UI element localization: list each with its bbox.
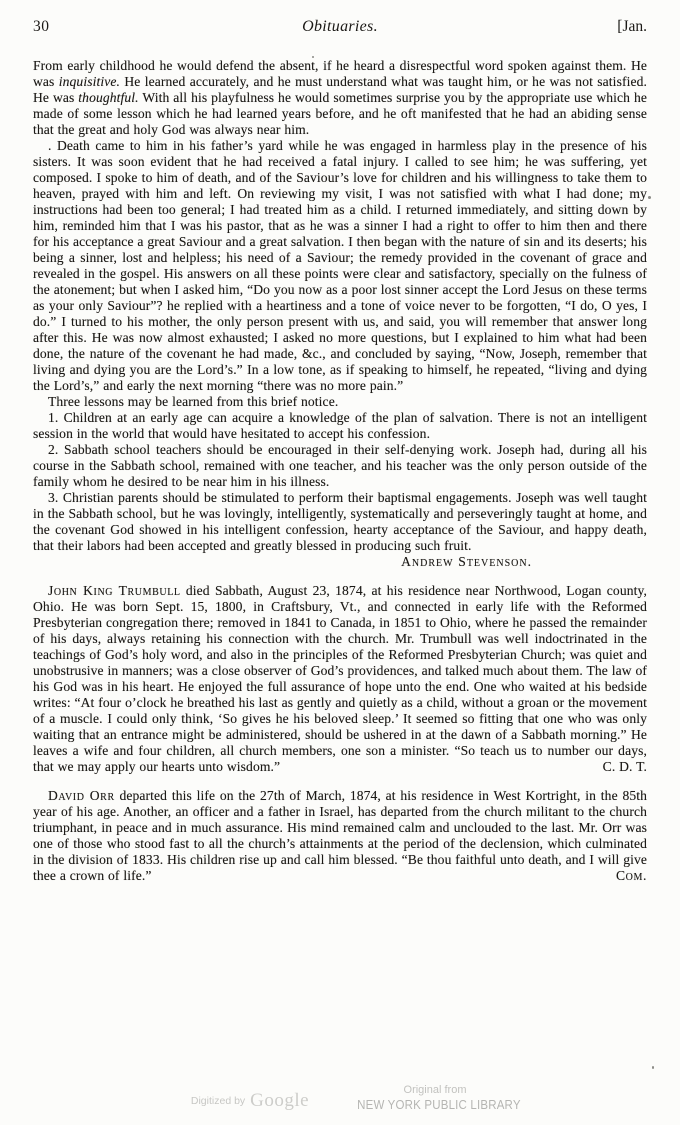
library-name: NEW YORK PUBLIC LIBRARY xyxy=(357,1098,521,1112)
trumbull-name: John King Trumbull xyxy=(48,583,181,598)
intro-emphasis-inquisitive: inquisitive. xyxy=(58,74,120,89)
orr-obituary-paragraph xyxy=(33,788,647,884)
signature-cdt: C. D. T. xyxy=(602,759,647,774)
joseph-lesson-3: 3. Christian parents should be stimulated to perform their baptismal engagements. Joseph was well taught in the Sabbath school, but he was lovingly, intelligently, systematically and perseveringly taught at home, and the covenant God showed in his intelligent confession, hearty acceptance of the Saviour, and happy death, that their labors had been accepted and greatly blessed in producing such fruit. xyxy=(33,490,647,553)
trumbull-obituary-paragraph xyxy=(33,583,647,775)
scan-watermark-footer xyxy=(0,1084,680,1122)
signature-andrew-stevenson: Andrew Stevenson. xyxy=(401,554,532,569)
intro-emphasis-thoughtful: thoughtful. xyxy=(78,90,139,105)
joseph-lessons-lead: Three lessons may be learned from this brief notice. xyxy=(48,394,339,409)
original-from-watermark xyxy=(350,1084,520,1114)
scan-speck xyxy=(652,1066,654,1069)
page-title: Obituaries. xyxy=(302,18,378,35)
issue-label: [Jan. xyxy=(617,18,647,35)
joseph-intro-paragraph xyxy=(33,58,647,138)
trumbull-body-text: died Sabbath, August 23, 1874, at his residence near Northwood, Logan county, Ohio. He was born Sept. 15, 1800, in Craftsbury, Vt., and connected in early life with the Reformed Presbyterian congregation there; removed in 1841 to Canada, in 1851 to Ohio, where he passed the remainder of his days, always retaining his connection with the church. Mr. Trumbull was well indoctrinated in the teachings of God’s holy word, and also in the principles of the Reformed Presbyterian Church; was quiet and unobstrusive in manners; was a close observer of God’s providences, and talked much about them. The law of his God was in his heart. He enjoyed the full assurance of hope unto the end. One who waited at his bedside writes: “At four o’clock he breathed his last as gently and quietly as a child, without a groan or the movement of a muscle. I could only think, ‘So gives he his beloved sleep.’ It seemed so fitting that one who was only waiting that an entrance might be administered, should be ushered in at the dawn of a Sabbath morning.” He leaves a wife and four children, all church members, one son a minister. “So teach us to number our days, that we may apply our hearts unto wisdom.” xyxy=(33,583,647,774)
intro-text-1: From early childhood he would defend the absent, if he heard a disrespectful word spoken against them. He was xyxy=(33,58,647,89)
signature-com: Com. xyxy=(616,868,647,883)
joseph-death-paragraph: . Death came to him in his father’s yard while he was engaged in harmless play in the presence of his sisters. It was soon evident that he had received a fatal injury. I called to see him; he was suffering, yet composed. I spoke to him of death, and of the Saviour’s love for children and his willingness to take them to heaven, prayed with him and left. On reviewing my visit, I was not satisfied with what I had done; my instructions had been too general; I had treated him as a child. I returned immediately, and sitting down by him, reminded him that I was his pastor, that as he was a sinner I had a right to offer to him then and there for his acceptance a great Saviour and a great salvation. I then began with the nature of sin and its deserts; his being a sinner, lost and helpless; his need of a Saviour; the remedy provided in the covenant of grace and revealed in the gospel. His answers on all these points were clear and satisfactory, specially on the fulness of the atonement; but when I asked him, “Do you now as a poor lost sinner accept the Lord Jesus on these terms as your only Saviour”? he replied with a heartiness and a tone of voice never to be forgotten, “I do, O yes, I do.” I turned to his mother, the only person present with us, and said, you will remember that answer long after this. He was now almost exhausted; I asked no more questions, but I explained to him what had been done, the nature of the covenant he had made, &c., and concluded by saying, “Now, Joseph, remember that living and dying you are the Lord’s.” In a low tone, as if speaking to himself, he repeated, “living and dying the Lord’s,” and early the next morning “there was no more pain.” xyxy=(33,138,647,393)
page-header xyxy=(33,18,647,36)
joseph-lesson-1: 1. Children at an early age can acquire a knowledge of the plan of salvation. There is not an intelligent session in the world that would have hesitated to accept his confession. xyxy=(33,410,647,441)
digitized-by-label: Digitized by xyxy=(190,1095,246,1107)
intro-text-2: He learned accurately, and he must understand what was taught him, or he was not satisfied. He was xyxy=(33,74,647,105)
orr-body-text: departed this life on the 27th of March, 1874, at his residence in West Kortright, in the 85th year of his age. Another, an officer and a father in Israel, has departed from the church militant to the church triumphant, in peace and in much assurance. His mind remained calm and unclouded to the last. Mr. Orr was one of those who stood fast to all the church’s attainments at the period of the declension, which culminated in the division of 1833. His children rise up and call him blessed. “Be thou faithful unto death, and I will give thee a crown of life.” xyxy=(33,788,648,883)
joseph-lesson-2: 2. Sabbath school teachers should be encouraged in their self-denying work. Joseph had, during all his course in the Sabbath school, remained with one teacher, and his teacher was the only person outside of the family whom he desired to be near him in his illness. xyxy=(33,442,647,489)
page-number: 30 xyxy=(33,18,50,35)
page-body xyxy=(33,58,647,884)
digitized-by-watermark xyxy=(150,1090,350,1112)
scan-speck xyxy=(312,56,314,58)
orr-name: David Orr xyxy=(48,788,115,803)
original-from-label: Original from xyxy=(403,1084,467,1096)
google-logo: Google xyxy=(250,1090,310,1111)
intro-text-3: With all his playfulness he would sometimes surprise you by the appropriate use which he made of some lesson which he had learned years before, and he oft manifested that he had an abiding sense that the great and holy God was always near him. xyxy=(33,90,647,137)
scan-speck xyxy=(648,196,651,199)
